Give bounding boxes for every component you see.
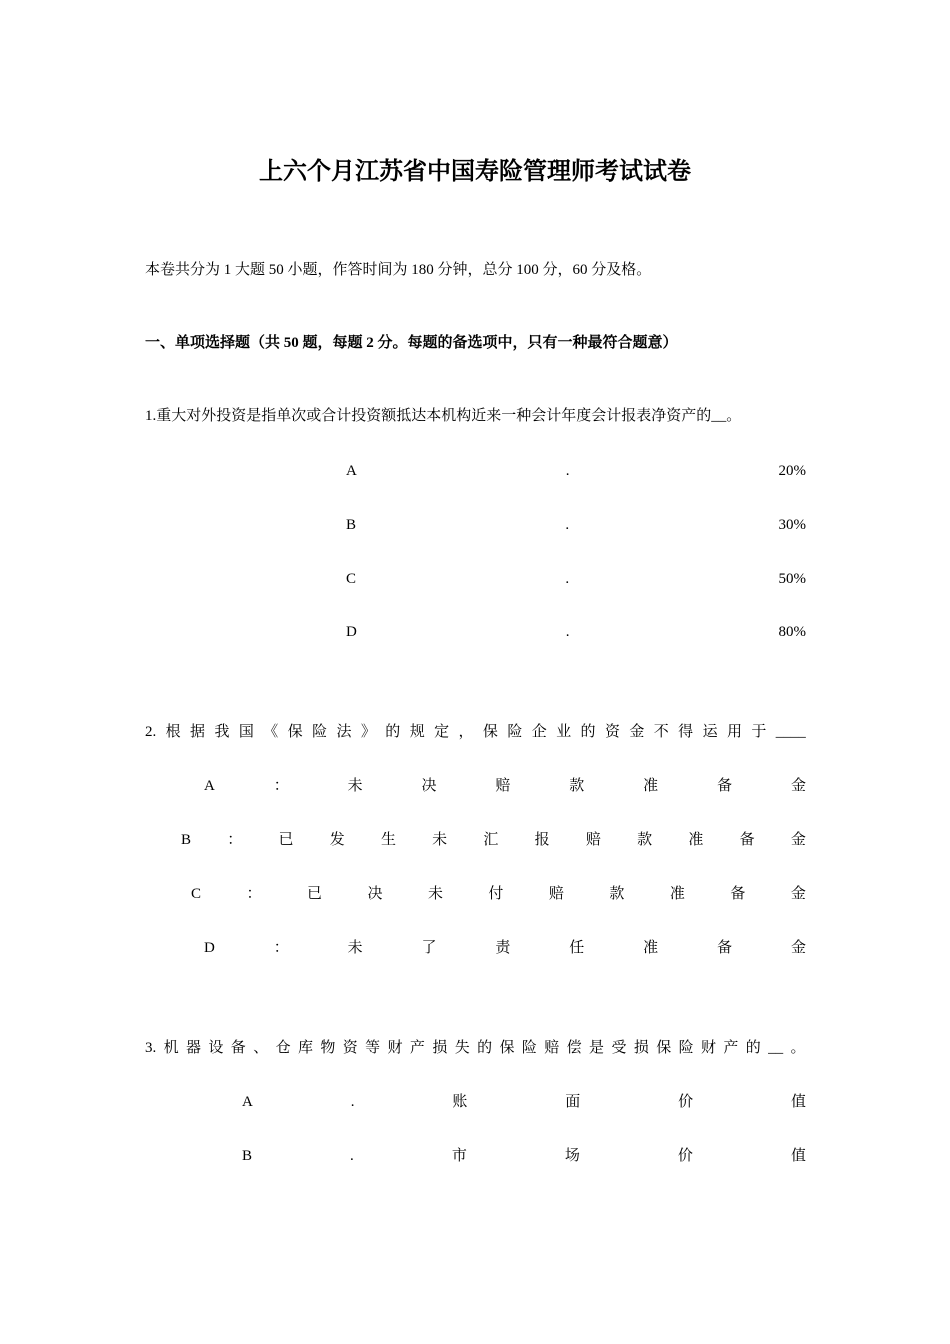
option-char: 市 [451, 1148, 467, 1164]
option-char: 准 [643, 778, 659, 794]
option-letter: C [191, 886, 202, 902]
question-1-option-b [346, 514, 806, 536]
option-char: 决 [421, 778, 437, 794]
option-char: 备 [739, 832, 755, 848]
option-char: 款 [569, 778, 585, 794]
stem-token: 失 [454, 1040, 470, 1056]
question-2-option-b [181, 829, 806, 851]
option-letter: D [346, 624, 357, 640]
stem-token: 根 [165, 724, 181, 740]
stem-token: 的 [385, 724, 401, 740]
stem-blank: ____ [775, 724, 806, 740]
option-char: 值 [790, 1094, 806, 1110]
question-2-option-a [204, 775, 806, 797]
option-separator: ： [273, 940, 289, 956]
page-title: 上六个月江苏省中国寿险管理师考试试卷 [259, 159, 691, 185]
stem-token: 。 [790, 1040, 806, 1056]
option-separator: . [350, 1148, 354, 1164]
option-char: 了 [421, 940, 437, 956]
option-char: 付 [488, 886, 504, 902]
stem-token: 险 [521, 1040, 537, 1056]
option-char: 赔 [585, 832, 601, 848]
stem-token: 3. [145, 1040, 157, 1056]
question-1-stem: 1.重大对外投资是指单次或合计投资额抵达本机构近来一种会计年度会计报表净资产的__。 [145, 408, 742, 424]
option-char: 金 [790, 832, 806, 848]
option-separator: . [565, 624, 570, 640]
option-letter: A [242, 1094, 253, 1110]
option-value: 80% [778, 624, 806, 640]
stem-token: 财 [387, 1040, 403, 1056]
stem-token: 、 [253, 1040, 269, 1056]
stem-token: 损 [432, 1040, 448, 1056]
option-separator: . [350, 1094, 355, 1110]
stem-token: 受 [611, 1040, 627, 1056]
option-char: 值 [790, 1148, 806, 1164]
option-letter: D [204, 940, 215, 956]
option-char: 未 [347, 940, 363, 956]
option-char: 价 [677, 1148, 693, 1164]
stem-token: 损 [633, 1040, 649, 1056]
option-char: 责 [495, 940, 511, 956]
question-3-stem [145, 1037, 806, 1059]
stem-token: 》 [360, 724, 376, 740]
stem-token: 规 [409, 724, 425, 740]
option-letter: C [346, 571, 357, 587]
stem-token: 险 [678, 1040, 694, 1056]
stem-token: 机 [163, 1040, 179, 1056]
option-value: 20% [778, 463, 806, 479]
stem-token: 定 [434, 724, 450, 740]
option-char: 赔 [548, 886, 564, 902]
question-1-option-c [346, 568, 806, 590]
option-char: 备 [717, 778, 733, 794]
stem-blank: __ [768, 1040, 784, 1056]
stem-token: 2. [145, 724, 157, 740]
option-char: 备 [730, 886, 746, 902]
stem-token: 不 [653, 724, 669, 740]
option-value: 30% [778, 517, 806, 533]
option-char: 已 [278, 832, 294, 848]
stem-token: 物 [320, 1040, 336, 1056]
option-char: 款 [637, 832, 653, 848]
stem-token: 保 [287, 724, 303, 740]
option-char: 未 [427, 886, 443, 902]
option-char: 金 [790, 940, 806, 956]
stem-token: 偿 [566, 1040, 582, 1056]
option-char: 账 [452, 1094, 468, 1110]
option-letter: A [204, 778, 215, 794]
stem-token: 用 [726, 724, 742, 740]
question-2-stem [145, 721, 806, 743]
exam-intro: 本卷共分为 1 大题 50 小题，作答时间为 180 分钟，总分 100 分，60 分及格。 [145, 262, 652, 278]
question-3-option-b [242, 1145, 806, 1167]
stem-token: 是 [589, 1040, 605, 1056]
stem-token: 等 [365, 1040, 381, 1056]
question-2-option-d [204, 937, 806, 959]
option-char: 发 [329, 832, 345, 848]
option-letter: B [181, 832, 192, 848]
stem-token: 得 [678, 724, 694, 740]
stem-token: 国 [238, 724, 254, 740]
stem-token: 业 [556, 724, 572, 740]
option-separator: ： [273, 778, 289, 794]
option-char: 任 [569, 940, 585, 956]
stem-token: 我 [214, 724, 230, 740]
stem-token: 资 [342, 1040, 358, 1056]
stem-token: 的 [477, 1040, 493, 1056]
stem-token: 保 [656, 1040, 672, 1056]
stem-token: 据 [190, 724, 206, 740]
stem-token: 赔 [544, 1040, 560, 1056]
question-3-option-a [242, 1091, 806, 1113]
stem-token: 《 [263, 724, 279, 740]
stem-token: 金 [629, 724, 645, 740]
stem-token: ， [458, 724, 474, 740]
option-separator: ： [246, 886, 262, 902]
stem-token: 财 [701, 1040, 717, 1056]
option-char: 备 [717, 940, 733, 956]
stem-token: 保 [499, 1040, 515, 1056]
option-char: 赔 [495, 778, 511, 794]
option-separator: . [565, 571, 570, 587]
option-char: 报 [534, 832, 550, 848]
option-separator: . [565, 517, 570, 533]
stem-token: 备 [230, 1040, 246, 1056]
option-char: 场 [564, 1148, 580, 1164]
stem-token: 保 [482, 724, 498, 740]
option-char: 已 [306, 886, 322, 902]
stem-token: 运 [702, 724, 718, 740]
option-char: 准 [669, 886, 685, 902]
stem-token: 险 [312, 724, 328, 740]
option-separator: ： [227, 832, 243, 848]
stem-token: 企 [531, 724, 547, 740]
section-heading: 一、单项选择题（共 50 题，每题 2 分。每题的备选项中，只有一种最符合题意） [145, 335, 678, 351]
option-char: 准 [688, 832, 704, 848]
stem-token: 库 [297, 1040, 313, 1056]
question-1-option-a [346, 460, 806, 482]
option-char: 款 [609, 886, 625, 902]
option-char: 金 [790, 886, 806, 902]
stem-token: 资 [604, 724, 620, 740]
option-char: 价 [678, 1094, 694, 1110]
stem-token: 的 [745, 1040, 761, 1056]
stem-token: 的 [580, 724, 596, 740]
option-letter: B [242, 1148, 253, 1164]
stem-token: 产 [409, 1040, 425, 1056]
stem-token: 仓 [275, 1040, 291, 1056]
question-2-option-c [191, 883, 806, 905]
option-letter: A [346, 463, 357, 479]
option-char: 生 [380, 832, 396, 848]
option-char: 未 [347, 778, 363, 794]
question-1-option-d [346, 621, 806, 643]
stem-token: 器 [186, 1040, 202, 1056]
option-char: 汇 [483, 832, 499, 848]
stem-token: 险 [507, 724, 523, 740]
option-char: 准 [643, 940, 659, 956]
option-separator: . [565, 463, 570, 479]
option-char: 金 [790, 778, 806, 794]
option-char: 决 [367, 886, 383, 902]
option-char: 面 [565, 1094, 581, 1110]
stem-token: 设 [208, 1040, 224, 1056]
stem-token: 于 [751, 724, 767, 740]
stem-token: 产 [723, 1040, 739, 1056]
option-letter: B [346, 517, 357, 533]
option-char: 未 [432, 832, 448, 848]
stem-token: 法 [336, 724, 352, 740]
option-value: 50% [778, 571, 806, 587]
